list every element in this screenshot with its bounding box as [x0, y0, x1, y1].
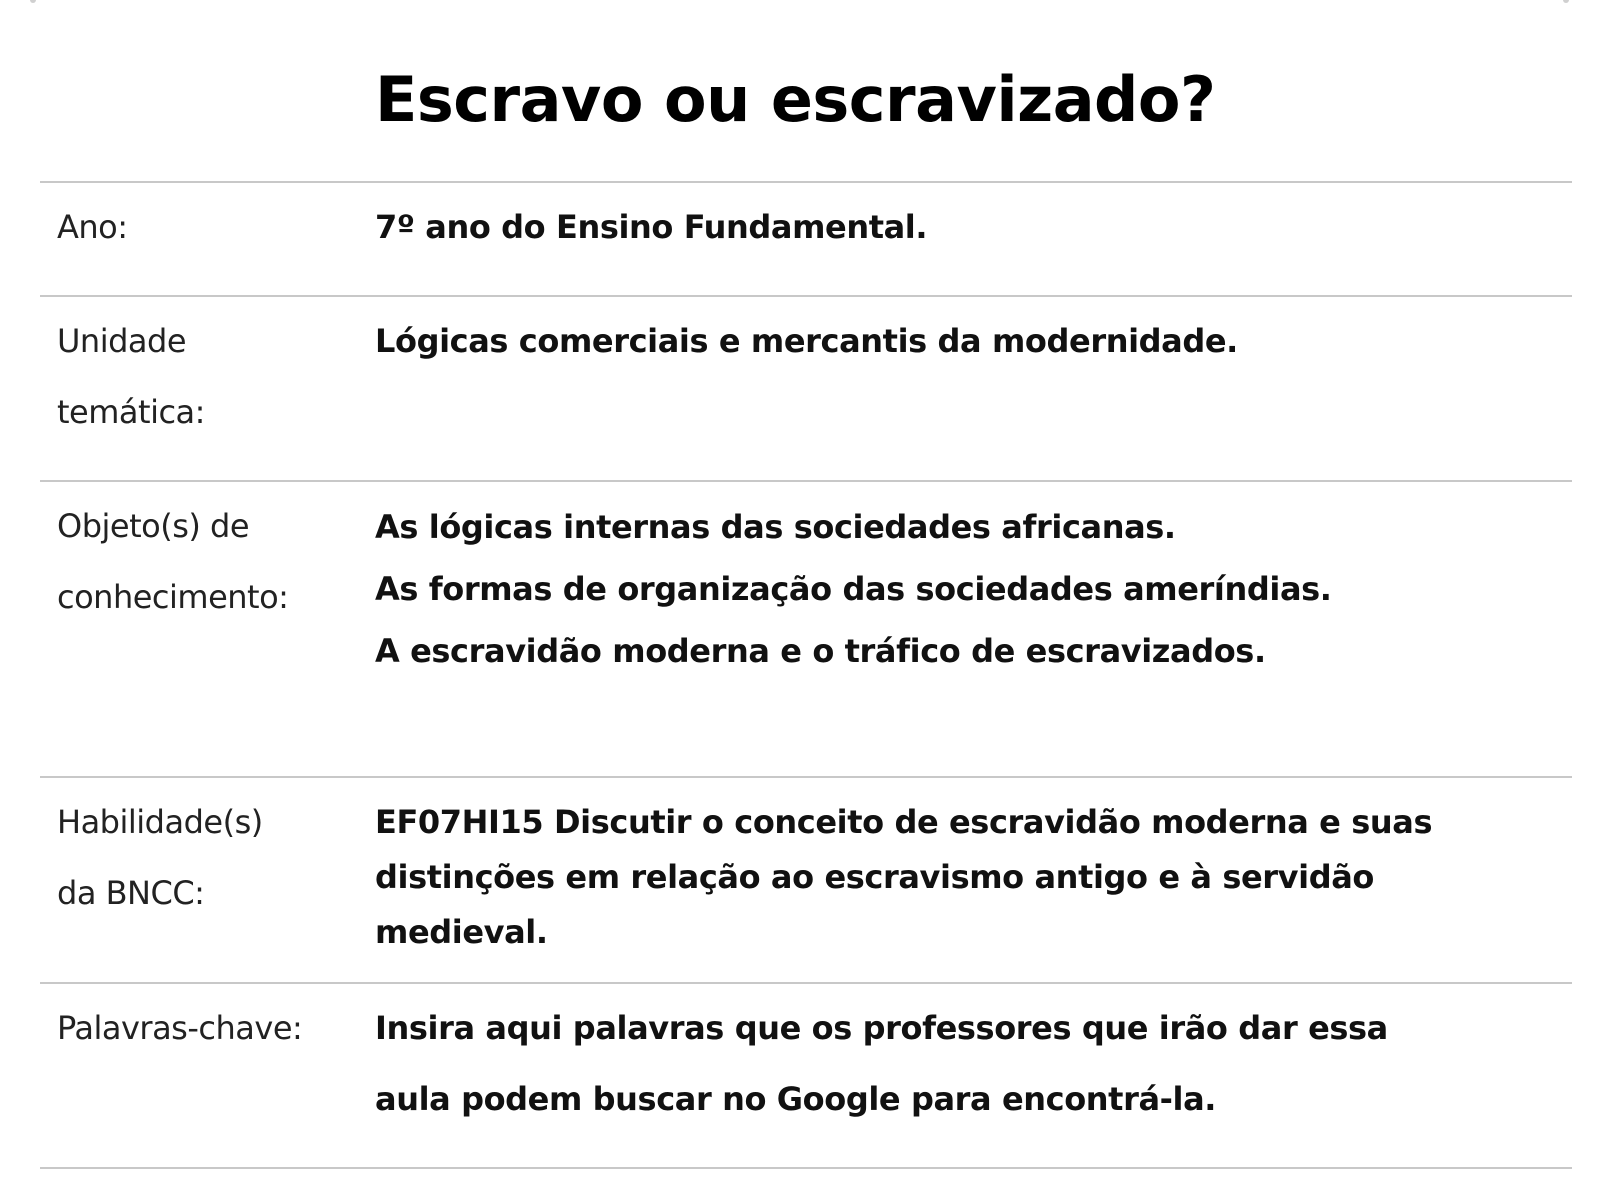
- divider-bottom: [40, 1167, 1572, 1169]
- value-unidade-tematica: [375, 306, 1565, 377]
- corner-mark-left: [30, 0, 36, 3]
- label-line: da BNCC:: [57, 874, 205, 912]
- divider-row-2: [40, 480, 1572, 482]
- label-habilidades-bncc: [57, 787, 263, 929]
- value-palavras-chave: [375, 993, 1565, 1135]
- value-ano: [375, 192, 1565, 263]
- label-palavras-chave: [57, 993, 302, 1064]
- value-line: medieval.: [375, 913, 548, 951]
- label-line: Unidade: [57, 322, 187, 360]
- label-unidade-tematica: [57, 306, 205, 448]
- value-objetos-conhecimento: [375, 496, 1565, 682]
- divider-row-3: [40, 776, 1572, 778]
- label-objetos-conhecimento: [57, 491, 288, 633]
- label-line: Palavras-chave:: [57, 1009, 303, 1047]
- divider-row-4: [40, 982, 1572, 984]
- label-line: conhecimento:: [57, 578, 289, 616]
- label-ano: [57, 192, 128, 263]
- label-line: temática:: [57, 393, 205, 431]
- value-line: aula podem buscar no Google para encontrá-la.: [375, 1080, 1217, 1118]
- label-line: Habilidade(s): [57, 803, 263, 841]
- divider-top: [40, 181, 1572, 183]
- label-line: Objeto(s) de: [57, 507, 250, 545]
- corner-mark-right: [1563, 0, 1569, 3]
- label-line: Ano:: [57, 208, 128, 246]
- value-line: A escravidão moderna e o tráfico de escravizados.: [375, 632, 1266, 670]
- value-line: Lógicas comerciais e mercantis da modernidade.: [375, 322, 1238, 360]
- value-line: Insira aqui palavras que os professores que irão dar essa: [375, 1009, 1388, 1047]
- value-line: 7º ano do Ensino Fundamental.: [375, 208, 928, 246]
- value-habilidades-bncc: [375, 795, 1565, 960]
- value-line: EF07HI15 Discutir o conceito de escravidão moderna e suas: [375, 803, 1433, 841]
- value-line: As formas de organização das sociedades ameríndias.: [375, 570, 1332, 608]
- divider-row-1: [40, 295, 1572, 297]
- value-line: As lógicas internas das sociedades africanas.: [375, 508, 1176, 546]
- page-title: Escravo ou escravizado?: [375, 63, 1216, 136]
- value-line: distinções em relação ao escravismo antigo e à servidão: [375, 858, 1374, 896]
